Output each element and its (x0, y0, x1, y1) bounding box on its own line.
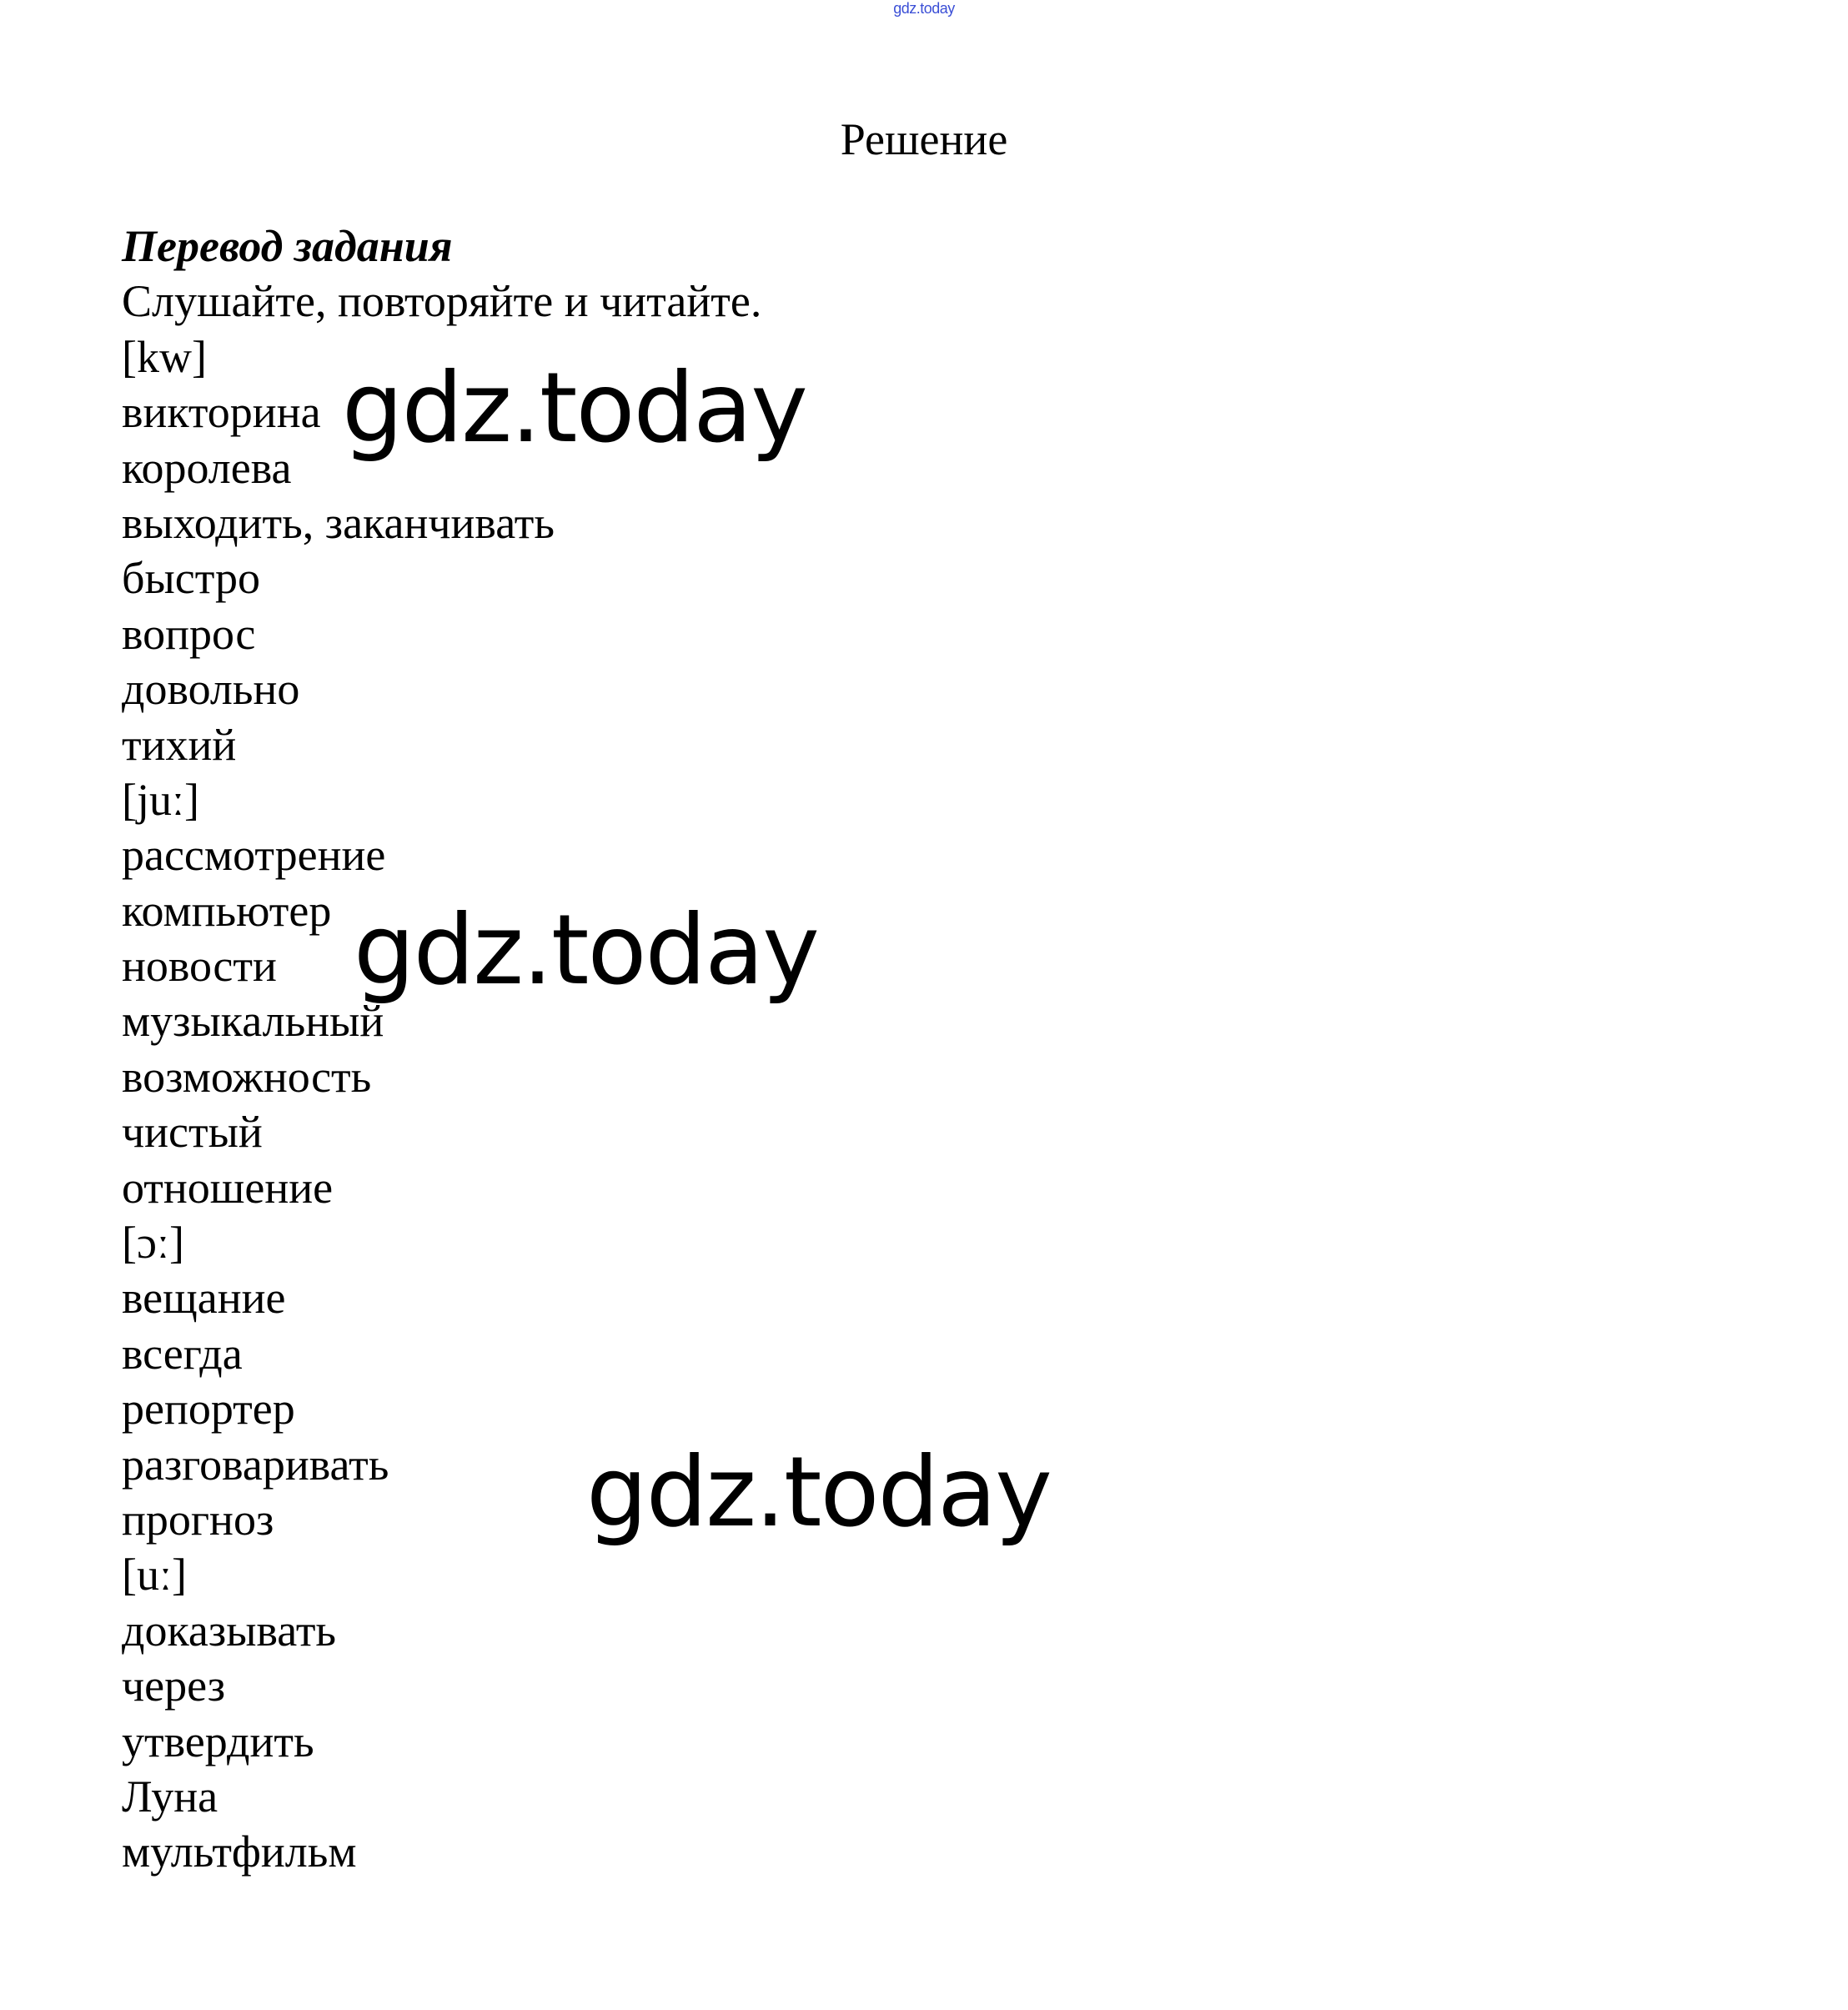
word-line: отношение (122, 1162, 334, 1213)
word-line: разговаривать (122, 1439, 389, 1490)
word-line: новости (122, 941, 277, 992)
section-heading: Перевод задания (122, 221, 453, 271)
phonetic-header: [ɔː] (122, 1218, 184, 1269)
word-line: чистый (122, 1107, 263, 1158)
phonetic-header: [kw] (122, 331, 207, 382)
site-link[interactable]: gdz.today (893, 0, 955, 17)
word-line: музыкальный (122, 996, 384, 1047)
word-line: королева (122, 442, 292, 493)
word-line: возможность (122, 1051, 372, 1102)
page-title: Решение (840, 114, 1008, 164)
word-line: доказывать (122, 1605, 337, 1656)
word-line: через (122, 1661, 226, 1711)
instruction-line: Слушайте, повторяйте и читайте. (122, 276, 762, 327)
word-line: утвердить (122, 1716, 314, 1766)
word-line: прогноз (122, 1494, 274, 1545)
document-body (122, 219, 1122, 1880)
word-line: репортер (122, 1384, 295, 1435)
word-line: Луна (122, 1771, 218, 1822)
phonetic-header: [juː] (122, 774, 199, 825)
phonetic-header: [uː] (122, 1550, 187, 1600)
watermark: gdz.today (586, 1436, 1051, 1549)
word-line: выходить, заканчивать (122, 497, 555, 548)
word-line: мультфильм (122, 1827, 357, 1877)
word-line: быстро (122, 553, 260, 604)
word-line: вопрос (122, 608, 256, 659)
word-line: викторина (122, 387, 321, 438)
word-line: довольно (122, 664, 300, 715)
word-line: вещание (122, 1273, 286, 1324)
word-line: компьютер (122, 885, 332, 936)
word-line: рассмотрение (122, 830, 386, 881)
watermark: gdz.today (354, 894, 818, 1007)
word-line: тихий (122, 719, 237, 770)
watermark: gdz.today (342, 352, 806, 465)
word-line: всегда (122, 1328, 243, 1379)
